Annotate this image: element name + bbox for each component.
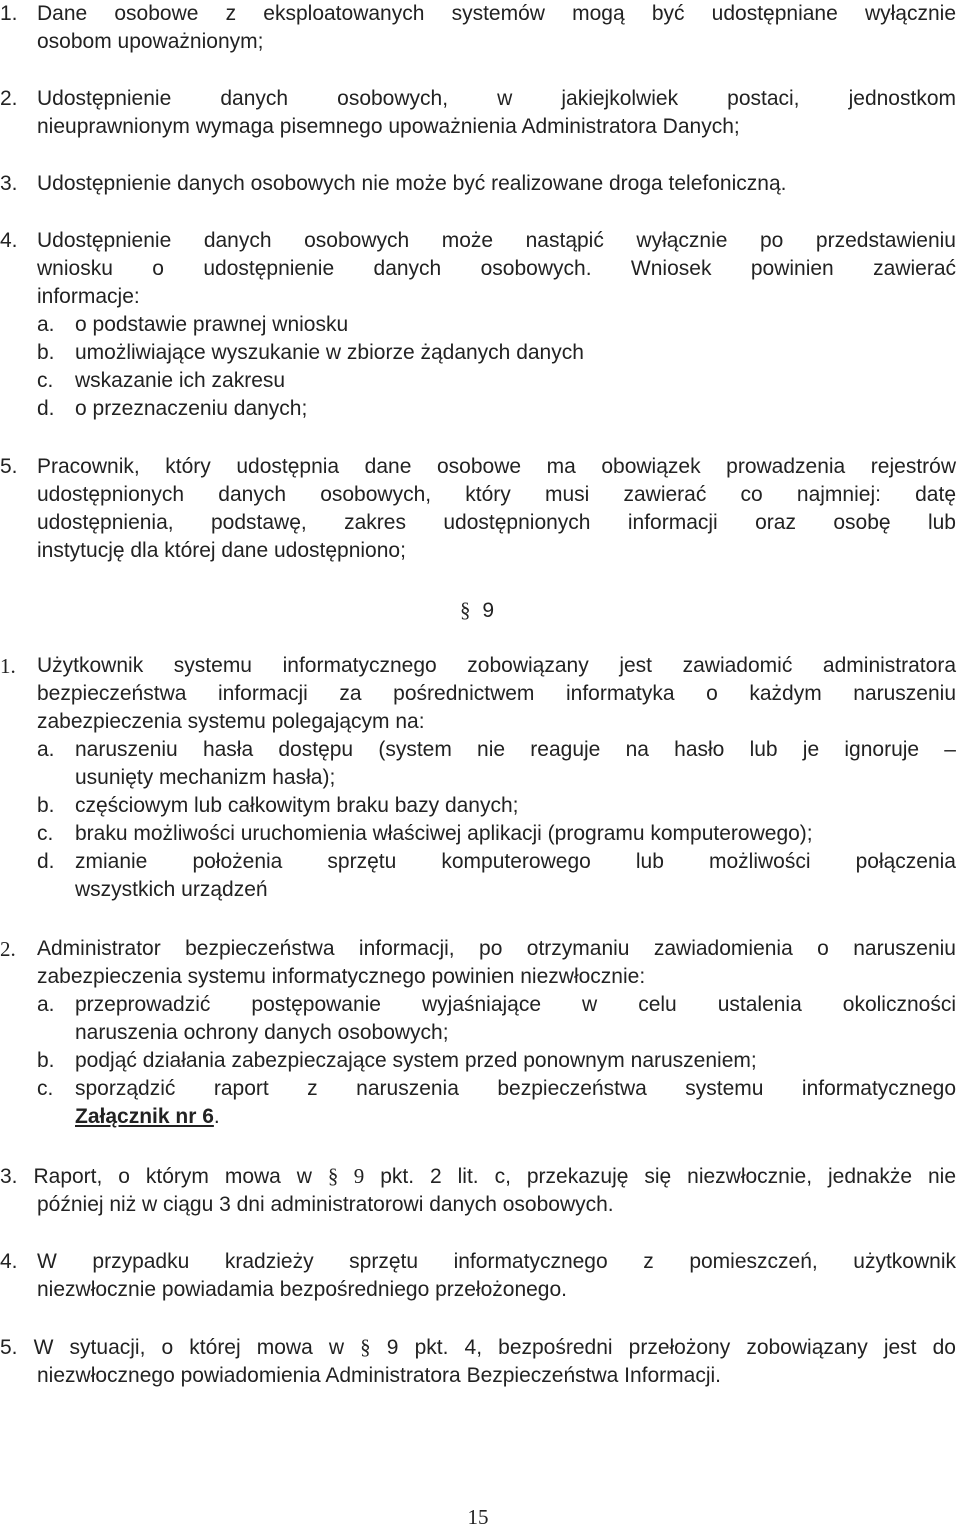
sub-item: c. sporządzić raport z naruszenia bezpieczeństwa systemu informatycznego Załącznik nr 6. (37, 1077, 956, 1128)
section-reference: § (360, 1335, 371, 1359)
list-item-a3: 3. Udostępnienie danych osobowych nie może być realizowane droga telefoniczną. (0, 172, 787, 195)
sub-item: a. o podstawie prawnej wniosku (37, 313, 349, 336)
sub-item: d. zmianie położenia sprzętu komputerowego lub możliwości połączenia wszystkich urządzeń (37, 850, 956, 901)
section-reference: § 9 (327, 1164, 365, 1188)
sub-item: a. przeprowadzić postępowanie wyjaśniające w celu ustalenia okoliczności naruszenia ochrony danych osobowych; (37, 993, 956, 1044)
attachment-reference: Załącznik nr 6 (75, 1105, 214, 1128)
section-heading (460, 596, 494, 625)
sub-item: b. umożliwiające wyszukanie w zbiorze żądanych danych (37, 341, 584, 364)
list-item-b3: 3. Raport, o którym mowa w § 9 pkt. 2 lit. c, przekazuję się niezwłocznie, jednakże nie później niż w ciągu 3 dni administratorowi danych osobowych. (0, 1164, 957, 1216)
section-number: 9 (482, 599, 495, 622)
list-item-b2: 2. Administrator bezpieczeństwa informacji, po otrzymaniu zawiadomienia o naruszeniu zabezpieczenia systemu informatycznego powinien niezwłocznie: a. przeprowadzić postępowanie wyjaśniające w celu ustalenia okoliczności naruszenia ochrony danych osobowych; b. podjąć działania zabezpieczające system przed ponownym naruszeniem; c. sporządzić raport z naruszenia bezpieczeństwa systemu informatycznego Załącznik nr 6. (0, 935, 956, 1131)
sub-item: b. podjąć działania zabezpieczające system przed ponownym naruszeniem; (37, 1049, 757, 1072)
list-item-a5: 5. Pracownik, który udostępnia dane osobowe ma obowiązek prowadzenia rejestrów udostępnionych danych osobowych, który musi zawierać co najmniej: datę udostępnienia, podstawę, zakres udostępnionych informacji oraz osobę lub instytucję dla której dane udostępniono; (0, 455, 956, 562)
list-item-a4: 4. Udostępnienie danych osobowych może nastąpić wyłącznie po przedstawieniu wniosku o udostępnienie danych osobowych. Wniosek powinien zawierać informacje: a. o podstawie prawnej wniosku b. umożliwiające wyszukanie w zbiorze żądanych danych c. wskazanie ich zakresu d. o przeznaczeniu danych; (0, 227, 956, 423)
sub-item: a. naruszeniu hasła dostępu (system nie reaguje na hasło lub je ignoruje – usunięty mechanizm hasła); (37, 738, 956, 789)
sub-item: c. braku możliwości uruchomienia właściwej aplikacji (programu komputerowego); (37, 822, 813, 845)
page-number: 15 (467, 1505, 489, 1529)
list-item-b5: 5. W sytuacji, o której mowa w § 9 pkt. 4, bezpośredni przełożony zobowiązany jest do niezwłocznego powiadomienia Administratora Bezpieczeństwa Informacji. (0, 1335, 956, 1387)
list-item-a2: 2. Udostępnienie danych osobowych, w jakiejkolwiek postaci, jednostkom nieuprawnionym wymaga pisemnego upoważnienia Administratora Danych; (0, 87, 956, 138)
section-symbol: § (460, 598, 471, 622)
list-item-b1: 1. Użytkownik systemu informatycznego zobowiązany jest zawiadomić administratora bezpieczeństwa informacji za pośrednictwem informatyka o każdym naruszeniu zabezpieczenia systemu polegającym na: a. naruszeniu hasła dostępu (system nie reaguje na hasło lub je ignoruje – usunięty mechanizm hasła); b. częściowym lub całkowitym braku bazy danych; c. braku możliwości uruchomienia właściwej aplikacji (programu komputerowego); d. zmianie położenia sprzętu komputerowego lub możliwości połączenia wszystkich urządzeń (0, 652, 956, 904)
sub-item: b. częściowym lub całkowitym braku bazy danych; (37, 794, 519, 817)
sub-item: d. o przeznaczeniu danych; (37, 397, 308, 420)
list-item-a1: 1. Dane osobowe z eksploatowanych systemów mogą być udostępniane wyłącznie osobom upoważnionym; (0, 2, 956, 53)
list-item-b4: 4. W przypadku kradzieży sprzętu informatycznego z pomieszczeń, użytkownik niezwłocznie powiadamia bezpośredniego przełożonego. (0, 1250, 956, 1301)
sub-item: c. wskazanie ich zakresu (37, 369, 286, 392)
